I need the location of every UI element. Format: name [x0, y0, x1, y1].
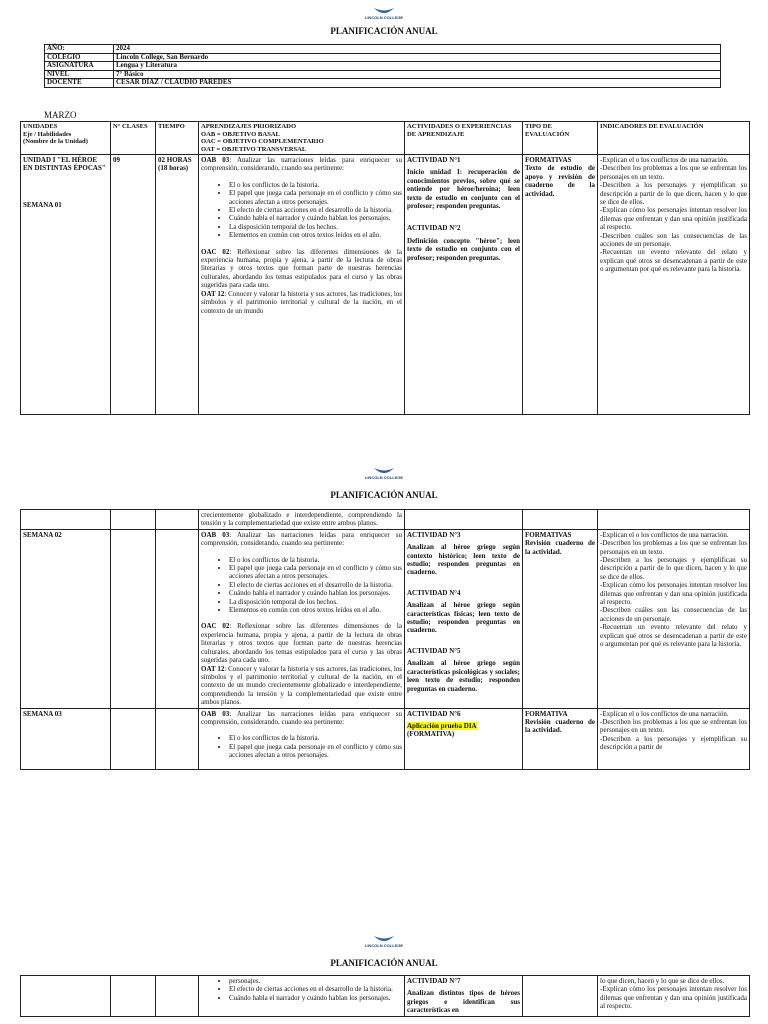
page-title: PLANIFICACIÓN ANUAL: [330, 26, 438, 36]
aprendizajes-cell: • personajes. • El efecto de ciertas acciones en el desarrollo de la historia. • Cuándo habla el narrador y cuándo hablan los personajes.: [199, 976, 405, 1017]
info-value: 2024: [114, 45, 721, 54]
table-row: [21, 155, 750, 415]
college-logo: [364, 466, 404, 480]
col-aprendizajes: APRENDIZAJES PRIORIZADO OAB = OBJETIVO BASAL OAC = OBJETIVO COMPLEMENTARIO OAT = OBJETIVO TRANSVERSAL: [199, 122, 405, 155]
info-label: ASIGNATURA: [45, 62, 114, 71]
info-value: Lincoln College, San Bernardo: [114, 53, 721, 62]
clases-cell: [111, 976, 156, 1017]
col-actividades: ACTIVIDADES O EXPERIENCIAS DE APRENDIZAJE: [405, 122, 523, 155]
table-header-row: [21, 122, 750, 155]
tipo-cell: [523, 510, 598, 530]
unit-cell: [21, 976, 111, 1017]
college-logo: [364, 934, 404, 948]
aprendizajes-cell: crecientemente globalizado e interdependiente, comprendiendo la tensión y la complementariedad que existe entre ambos planos.: [199, 510, 405, 530]
indicadores-cell: -Explican el o los conflictos de una narración. -Describen los problemas a los que se enfrentan los personajes en un texto. -Describen a los personajes y ejemplifican su descripción a partir de: [598, 708, 750, 769]
aprendizajes-cell: OAB 03: Analizar las narraciones leídas para enriquecer su comprensión, considerando, cuando sea pertinente: • El o los conflictos de la historia. • El papel que juega cada personaje en el conflicto y cómo sus acciones afectan a otros personajes. • El efecto de ciertas acciones en el desarrollo de la historia. • Cuándo habla el narrador y cuándo hablan los personajes. • La disposición temporal de los hechos. • Elementos en común con otros textos leídos en el año. OAC 02: Reflexionar sobre las diferentes dimensiones de la experiencia humana, propia y ajena, a partir de la lectura de obras literarias y otros textos que forman parte de nuestras herencias culturales, abordando los temas estipulados para el curso y las obras sugeridas para cada uno. OAT 12: Conocer y valorar la historia y sus actores, las tradiciones, los símbolos y el patrimonio territorial y cultural de la nación, en el contexto de un mundo crecientemente globalizado e interdependiente, comprendiendo la tensión y la complementariedad que existe entre ambos planos.: [199, 529, 405, 708]
info-row: [45, 62, 721, 71]
col-indicadores: INDICADORES DE EVALUACIÓN: [598, 122, 750, 155]
tipo-cell: FORMATIVAS Revisión cuaderno de la actividad.: [523, 529, 598, 708]
tiempo-cell: 02 HORAS (18 horas): [156, 155, 199, 415]
actividades-cell: ACTIVIDAD N°1 Inicio unidad I: recuperación de conocimientos previos, sobre qué se entiende por héroe/heroína; leen texto de estudio en conjunto con el profesor; responden preguntas. ACTIVIDAD N°2 Definición concepto "héroe"; leen texto de estudio en conjunto con el profesor; responden preguntas.: [405, 155, 523, 415]
table-row: [21, 529, 750, 708]
indicadores-cell: -Explican el o los conflictos de una narración. -Describen los problemas a los que se enfrentan los personajes en un texto. -Describen a los personajes y ejemplifican su descripción a partir de lo que dicen, hacen y lo que se dice de ellos. -Explican cómo los personajes intentan resolver los dilemas que enfrentan y dan una opinión justificada al respecto. -Describen cuáles son las consecuencias de las acciones de un personaje. -Recuentan un evento relevante del relato y explican qué otros se desencadenan a partir de este o argumentan por qué es relevante para la historia.: [598, 529, 750, 708]
indicadores-cell: -Explican el o los conflictos de una narración. -Describen los problemas a los que se enfrentan los personajes en un texto. -Describen a los personajes y ejemplifican su descripción a partir de lo que dicen, hacen y lo que se dice de ellos. -Explican cómo los personajes intentan resolver los dilemas que enfrentan y dan una opinión justificada al respecto. -Describen cuáles son las consecuencias de las acciones de un personaje. -Recuentan un evento relevante del relato y explican qué otros se desencadenan a partir de este o argumentan por qué es relevante para la historia.: [598, 155, 750, 415]
page-title: PLANIFICACIÓN ANUAL: [330, 490, 438, 500]
page-1: [0, 0, 768, 440]
highlighted-text: Aplicación prueba DIA: [407, 721, 477, 730]
aprendizajes-cell: OAB 03: Analizar las narraciones leídas para enriquecer su comprensión, considerando, cuando sea pertinente: • El o los conflictos de la historia. • El papel que juega cada personaje en el conflicto y cómo sus acciones afectan a otros personajes.: [199, 708, 405, 769]
table-row: [21, 510, 750, 530]
page-2: [0, 466, 768, 896]
unit-cell: SEMANA 02: [21, 529, 111, 708]
planning-table: [20, 121, 750, 415]
col-clases: N° CLASES: [111, 122, 156, 155]
tiempo-cell: [156, 529, 199, 708]
unit-cell: SEMANA 03: [21, 708, 111, 769]
clases-cell: [111, 510, 156, 530]
actividades-cell: ACTIVIDAD N°6 Aplicación prueba DIA (FORMATIVA): [405, 708, 523, 769]
tipo-cell: [523, 976, 598, 1017]
info-label: NIVEL: [45, 70, 114, 79]
info-label: DOCENTE: [45, 79, 114, 88]
month-label: MARZO: [44, 110, 77, 120]
col-tipo: TIPO DE EVALUACIÓN: [523, 122, 598, 155]
info-label: AÑO:: [45, 45, 114, 54]
unit-cell: [21, 510, 111, 530]
tiempo-cell: [156, 708, 199, 769]
actividades-cell: ACTIVIDAD N°7 Analizan distintos tipos de héroes griegos e identifican sus características en: [405, 976, 523, 1017]
info-table: [44, 44, 721, 88]
clases-cell: 09: [111, 155, 156, 415]
aprendizajes-cell: OAB 03: Analizar las narraciones leídas para enriquecer su comprensión, considerando, cuando sea pertinente: • El o los conflictos de la historia. • El papel que juega cada personaje en el conflicto y cómo sus acciones afectan a otros personajes. • El efecto de ciertas acciones en el desarrollo de la historia. • Cuándo habla el narrador y cuándo hablan los personajes. • La disposición temporal de los hechos. • Elementos en común con otros textos leídos en el año. OAC 02: Reflexionar sobre las diferentes dimensiones de la experiencia humana, propia y ajena, a partir de la lectura de obras literarias y otros textos que forman parte de nuestras herencias culturales, abordando los temas estipulados para el curso y las obras sugeridas para cada uno. OAT 12: Conocer y valorar la historia y sus actores, las tradiciones, los símbolos y el patrimonio territorial y cultural de la nación, en el contexto de un mundo: [199, 155, 405, 415]
college-logo: [364, 6, 404, 20]
info-value: CESAR DÍAZ / CLAUDIO PAREDES: [114, 79, 721, 88]
page-title: PLANIFICACIÓN ANUAL: [330, 958, 438, 968]
actividades-cell: ACTIVIDAD N°3 Analizan al héroe griego según contexto histórico; leen texto de estudio; responden preguntas en cuaderno. ACTIVIDAD N°4 Analizan al héroe griego según características físicas; leen texto de estudio; responden preguntas en cuaderno. ACTIVIDAD N°5 Analizan al héroe griego según características psicológicas y sociales; leen texto de estudio; responden preguntas en cuaderno.: [405, 529, 523, 708]
table-row: [21, 976, 750, 1017]
info-value: 7° Básico: [114, 70, 721, 79]
col-unidades: UNIDADES Eje / Habilidades (Nombre de la Unidad): [21, 122, 111, 155]
info-label: COLEGIO: [45, 53, 114, 62]
tiempo-cell: [156, 510, 199, 530]
planning-table: [20, 975, 750, 1017]
clases-cell: [111, 708, 156, 769]
indicadores-cell: [598, 510, 750, 530]
info-value: Lengua y Literatura: [114, 62, 721, 71]
info-row: [45, 79, 721, 88]
planning-table: [20, 509, 750, 770]
page-3: [0, 934, 768, 1024]
actividades-cell: [405, 510, 523, 530]
logo-text: LINCOLN COLLEGE: [364, 943, 404, 948]
logo-text: LINCOLN COLLEGE: [364, 15, 404, 20]
col-tiempo: TIEMPO: [156, 122, 199, 155]
clases-cell: [111, 529, 156, 708]
indicadores-cell: lo que dicen, hacen y lo que se dice de ellos. -Explican cómo los personajes intentan resolver los dilemas que enfrentan y dan una opinión justificada al respecto.: [598, 976, 750, 1017]
tipo-cell: FORMATIVAS Texto de estudio de apoyo y revisión de cuaderno de la actividad.: [523, 155, 598, 415]
tipo-cell: FORMATIVA Revisión cuaderno de la actividad.: [523, 708, 598, 769]
table-row: [21, 708, 750, 769]
info-row: [45, 45, 721, 54]
unit-cell: UNIDAD I "EL HÉROE EN DISTINTAS ÉPOCAS" SEMANA 01: [21, 155, 111, 415]
logo-text: LINCOLN COLLEGE: [364, 475, 404, 480]
tiempo-cell: [156, 976, 199, 1017]
